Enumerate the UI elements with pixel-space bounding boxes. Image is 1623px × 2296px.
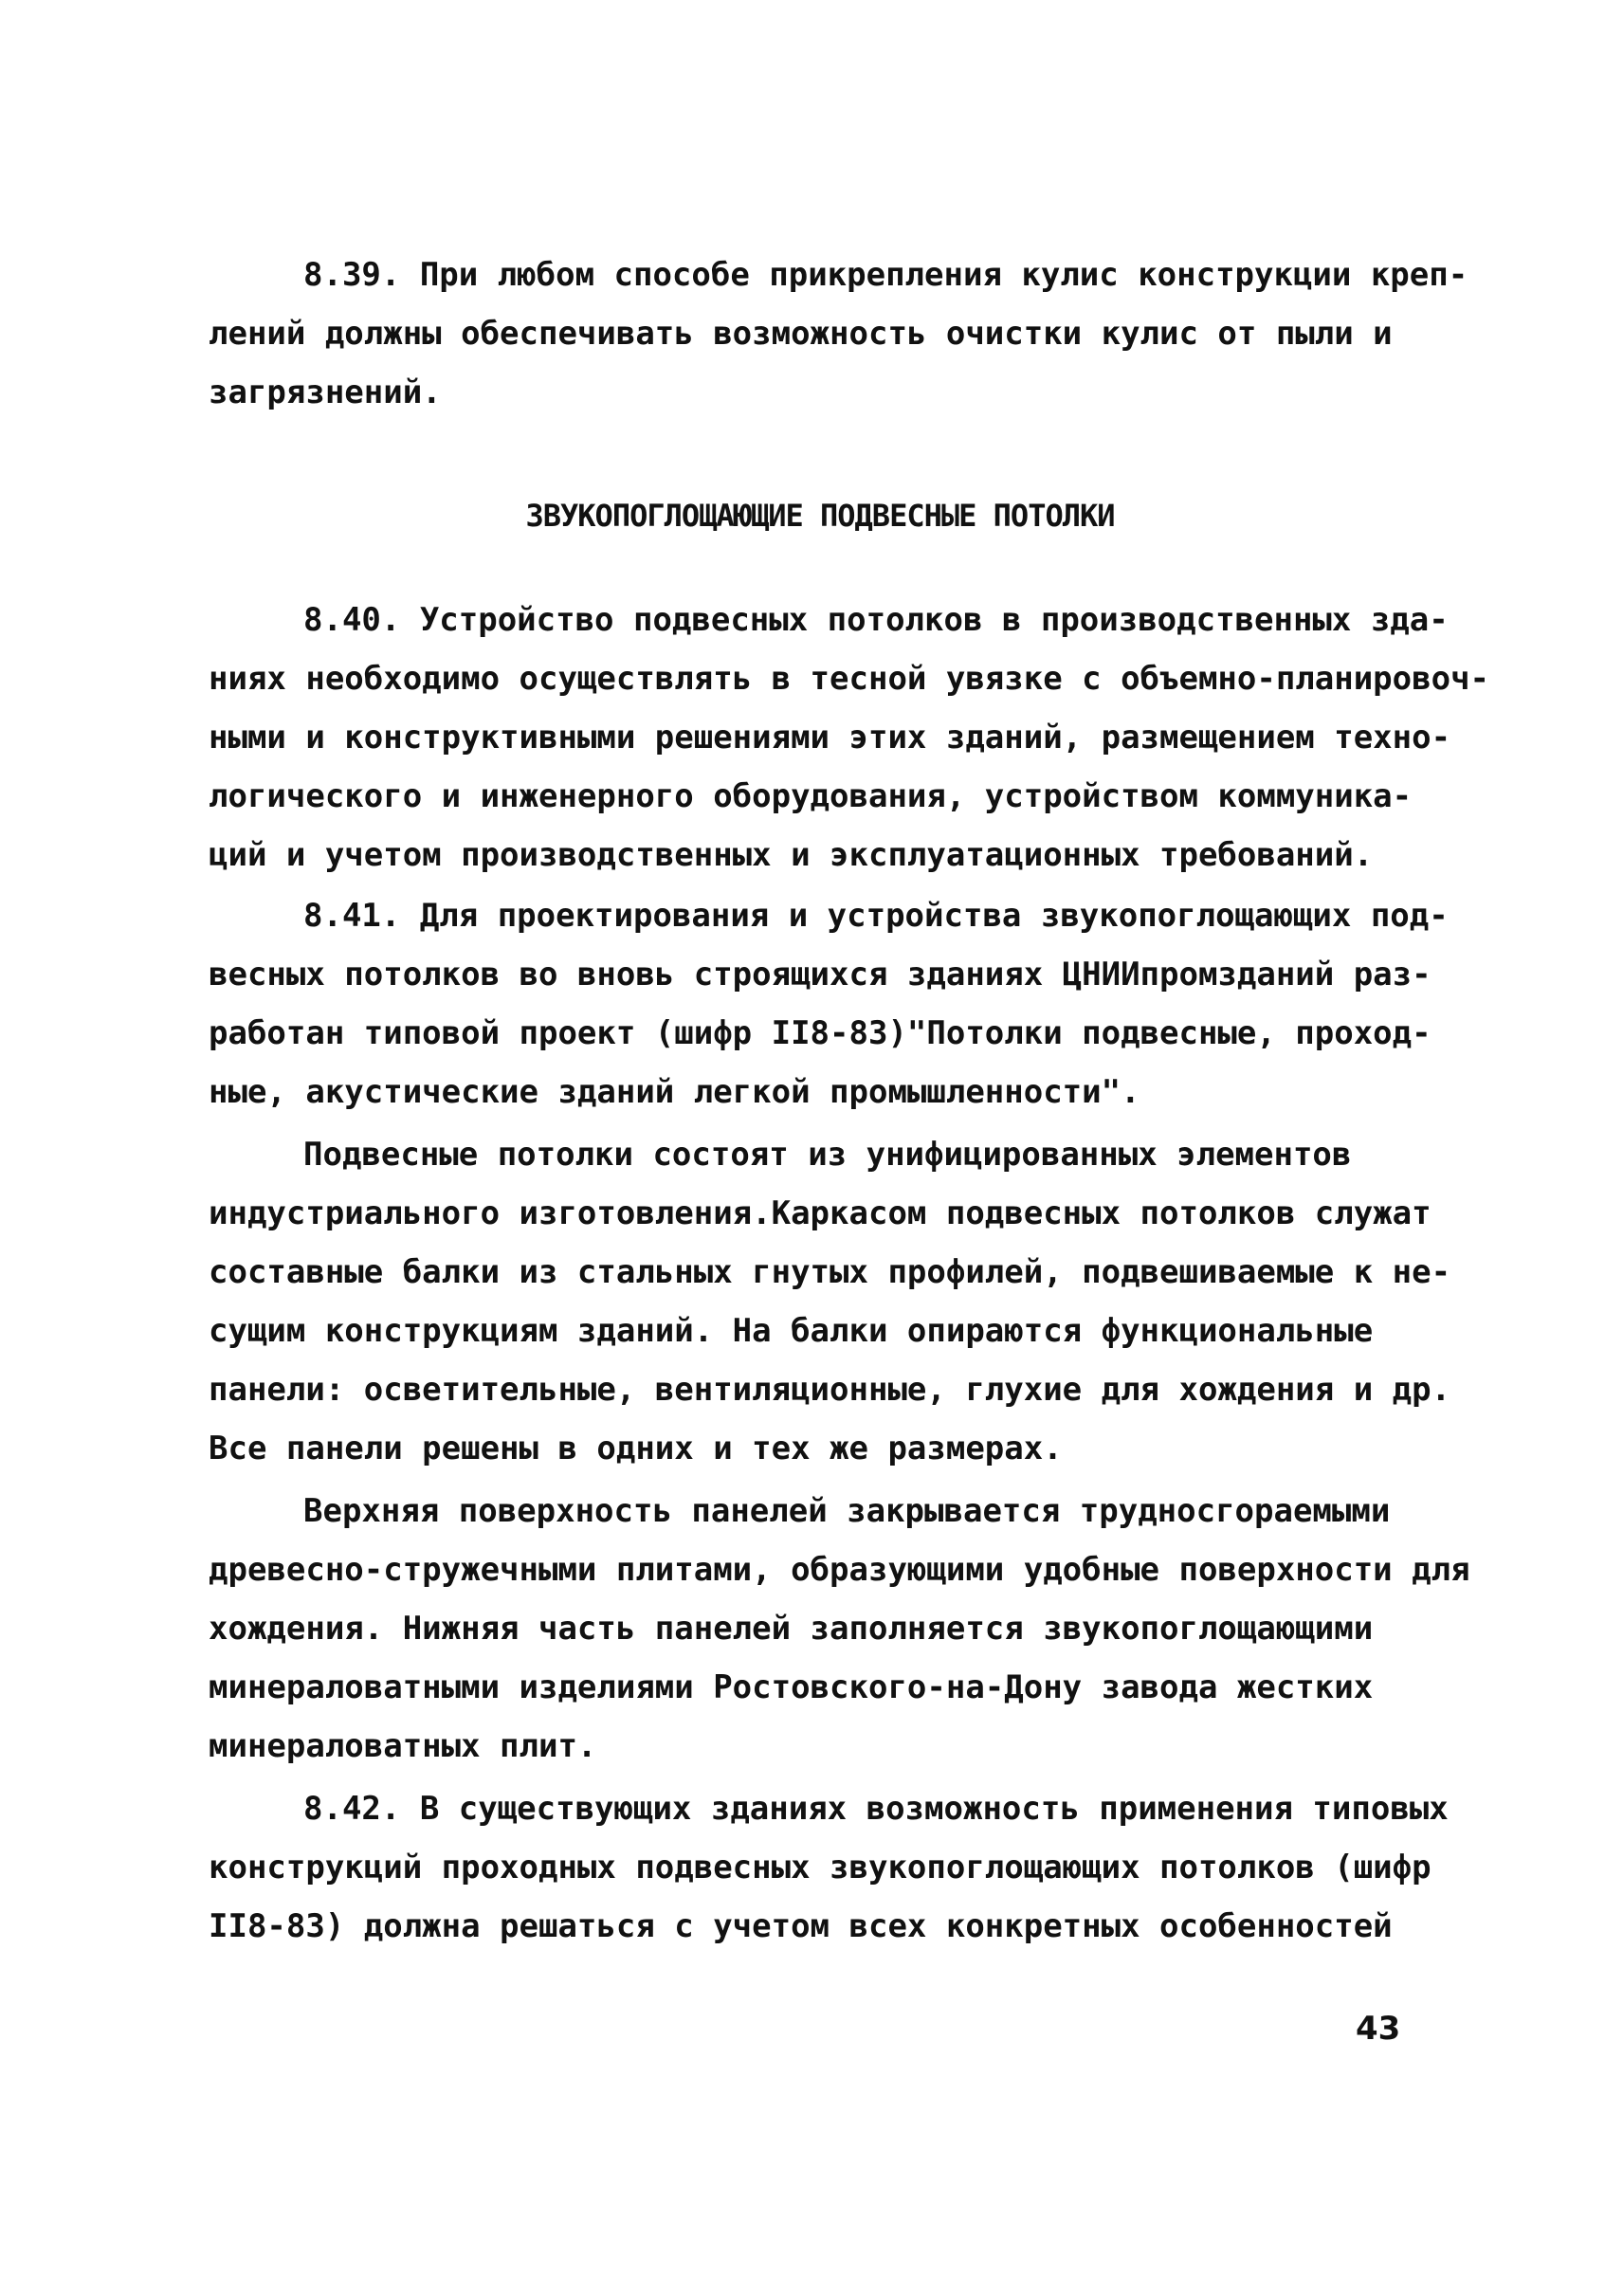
text-line: весных потолков во вновь строящихся зданиях ЦНИИпромзданий раз- [209,956,1432,993]
text-line: Верхняя поверхность панелей закрывается трудносгораемыми [303,1492,1391,1530]
text-line: ниях необходимо осуществлять в тесной увязке с объемно-планировоч- [209,660,1490,698]
text-line: панели: осветительные, вентиляционные, глухие для хождения и др. [209,1371,1451,1409]
text-line: логического и инженерного оборудования, устройством коммуника- [209,777,1413,815]
text-line: ные, акустические зданий легкой промышленности". [209,1073,1140,1111]
text-line: хождения. Нижняя часть панелей заполняется звукопоглощающими [209,1610,1374,1648]
text-line: 8.42. В существующих зданиях возможность применения типовых [303,1790,1449,1828]
text-line: загрязнений. [209,374,442,411]
text-line: ными и конструктивными решениями этих зданий, размещением техно- [209,719,1451,756]
text-line: сущим конструкциям зданий. На балки опираются функциональные [209,1312,1374,1350]
text-line: 8.40. Устройство подвесных потолков в производственных зда- [303,601,1449,639]
section-heading: ЗВУКОПОГЛОЩАЮЩИЕ ПОДВЕСНЫЕ ПОТОЛКИ [525,498,1115,534]
text-line: Все панели решены в одних и тех же размерах. [209,1430,1063,1467]
text-line: индустриального изготовления.Каркасом подвесных потолков служат [209,1194,1432,1232]
text-line: составные балки из стальных гнутых профилей, подвешиваемые к не- [209,1253,1451,1291]
text-line: ций и учетом производственных и эксплуатационных требований. [209,836,1374,874]
text-line: Подвесные потолки состоят из унифицированных элементов [303,1136,1352,1174]
text-line: минераловатными изделиями Ростовского-на-Дону завода жестких [209,1668,1374,1706]
text-line: II8-83) должна решаться с учетом всех конкретных особенностей [209,1907,1393,1945]
text-line: лений должны обеспечивать возможность очистки кулис от пыли и [209,315,1393,353]
page-number: 43 [1356,2010,1401,2048]
text-line: работан типовой проект (шифр II8-83)"Потолки подвесные, проход- [209,1014,1432,1052]
text-line: древесно-стружечными плитами, образующими удобные поверхности для [209,1551,1470,1589]
text-line: 8.41. Для проектирования и устройства звукопоглощающих под- [303,897,1449,935]
text-line: конструкций проходных подвесных звукопоглощающих потолков (шифр [209,1849,1432,1886]
text-line: минераловатных плит. [209,1727,597,1765]
text-line: 8.39. При любом способе прикрепления кулис конструкции креп- [303,256,1468,294]
